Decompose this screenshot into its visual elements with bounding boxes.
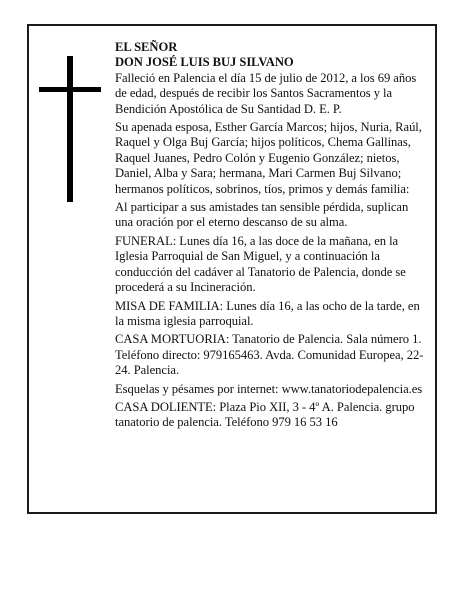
notice-heading-name: DON JOSÉ LUIS BUJ SILVANO [115, 55, 294, 70]
notice-paragraph-mortuary: CASA MORTUORIA: Tanatorio de Palencia. Sala número 1. Teléfono directo: 979165463. Avda. Comunidad Europea, 22-24. Palencia. [115, 332, 424, 378]
notice-paragraph-death: Falleció en Palencia el día 15 de julio de 2012, a los 69 años de edad, después de recibir los Santos Sacramentos y la Bendición Apostólica de Su Santidad D. E. P. [115, 70, 417, 116]
notice-paragraph-prayer: Al participar a sus amistades tan sensible pérdida, suplican una oración por el eterno descanso de su alma. [115, 200, 409, 230]
obituary-notice [27, 24, 437, 514]
latin-cross-icon [39, 56, 101, 202]
cross-vertical-bar [67, 56, 73, 202]
cross-horizontal-bar [39, 87, 101, 92]
notice-text [115, 40, 425, 434]
notice-paragraph-family: Su apenada esposa, Esther García Marcos; hijos, Nuria, Raúl, Raquel y Olga Buj García; hijos políticos, Chema Gallinas, Raquel Juanes, Pedro Colón y Eugenio González; nietos, Daniel, Alba y Sara; hermana, Mari Carmen Buj Silvano; hermanos políticos, sobrinos, tíos, primos y demás familia: [115, 120, 422, 196]
notice-paragraph-home: CASA DOLIENTE: Plaza Pio XII, 3 - 4º A. Palencia. grupo tanatorio de palencia. Teléfono 979 16 53 16 [115, 399, 415, 430]
notice-heading-title: EL SEÑOR [115, 40, 178, 54]
notice-paragraph-internet: Esquelas y pésames por internet: www.tanatoriodepalencia.es [115, 381, 423, 396]
notice-paragraph-mass: MISA DE FAMILIA: Lunes día 16, a las ocho de la tarde, en la misma iglesia parroquial. [115, 298, 420, 328]
notice-paragraph-funeral: FUNERAL: Lunes día 16, a las doce de la mañana, en la Iglesia Parroquial de San Miguel, y a continuación la conducción del cadáver al Tanatorio de Palencia, donde se procederá a su Incineración. [115, 233, 406, 295]
